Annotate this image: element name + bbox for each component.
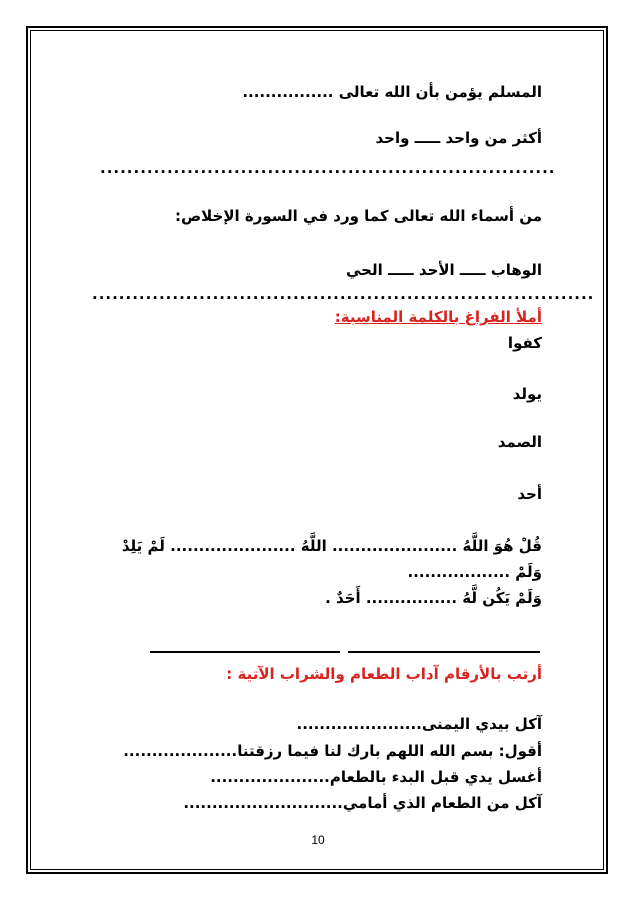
word-bank-item-3: الصمد <box>497 433 542 451</box>
fill-blank-heading: أملأ الفراغ بالكلمة المناسبة: <box>334 308 542 326</box>
divider-right <box>348 651 540 653</box>
verse-line-1: قُلْ هُوَ اللَّهُ ...................... اللَّهُ ...................... لَمْ يَلِدْ <box>121 537 542 555</box>
verse-line-2: وَلَمْ .................. <box>407 563 542 581</box>
order-heading: أرتب بالأرقام آداب الطعام والشراب الآتية : <box>226 665 542 683</box>
page-number: 10 <box>311 833 325 847</box>
verse-line-3: وَلَمْ يَكُن لَّهُ ................ أَحَدٌ . <box>325 589 542 607</box>
etiquette-item-2: أقول: بسم الله اللهم بارك لنا فيما رزقتنا.................... <box>123 742 542 760</box>
word-bank-item-4: أحد <box>517 485 542 503</box>
etiquette-item-4: آكل من الطعام الذي أمامي............................ <box>183 794 542 812</box>
answer-blank-one: .................................................................... <box>100 159 556 177</box>
question-options-one: أكثر من واحد ـــــ واحد <box>375 129 542 147</box>
divider-left <box>150 651 340 653</box>
etiquette-item-1: آكل بيدي اليمنى...................... <box>296 715 542 733</box>
word-bank-item-2: يولد <box>512 385 542 403</box>
question-options-two: الوهاب ـــــ الأحد ـــــ الحي <box>346 261 542 279</box>
etiquette-item-3: أغسل يدي قبل البدء بالطعام..................... <box>210 768 542 786</box>
question-belief-line: المسلم يؤمن بأن الله تعالى ................ <box>242 83 542 101</box>
answer-blank-two: ........................................................................... <box>92 285 595 303</box>
question-names-of-allah: من أسماء الله تعالى كما ورد في السورة الإخلاص: <box>174 207 542 225</box>
word-bank-item-1: كفوا <box>507 334 542 352</box>
